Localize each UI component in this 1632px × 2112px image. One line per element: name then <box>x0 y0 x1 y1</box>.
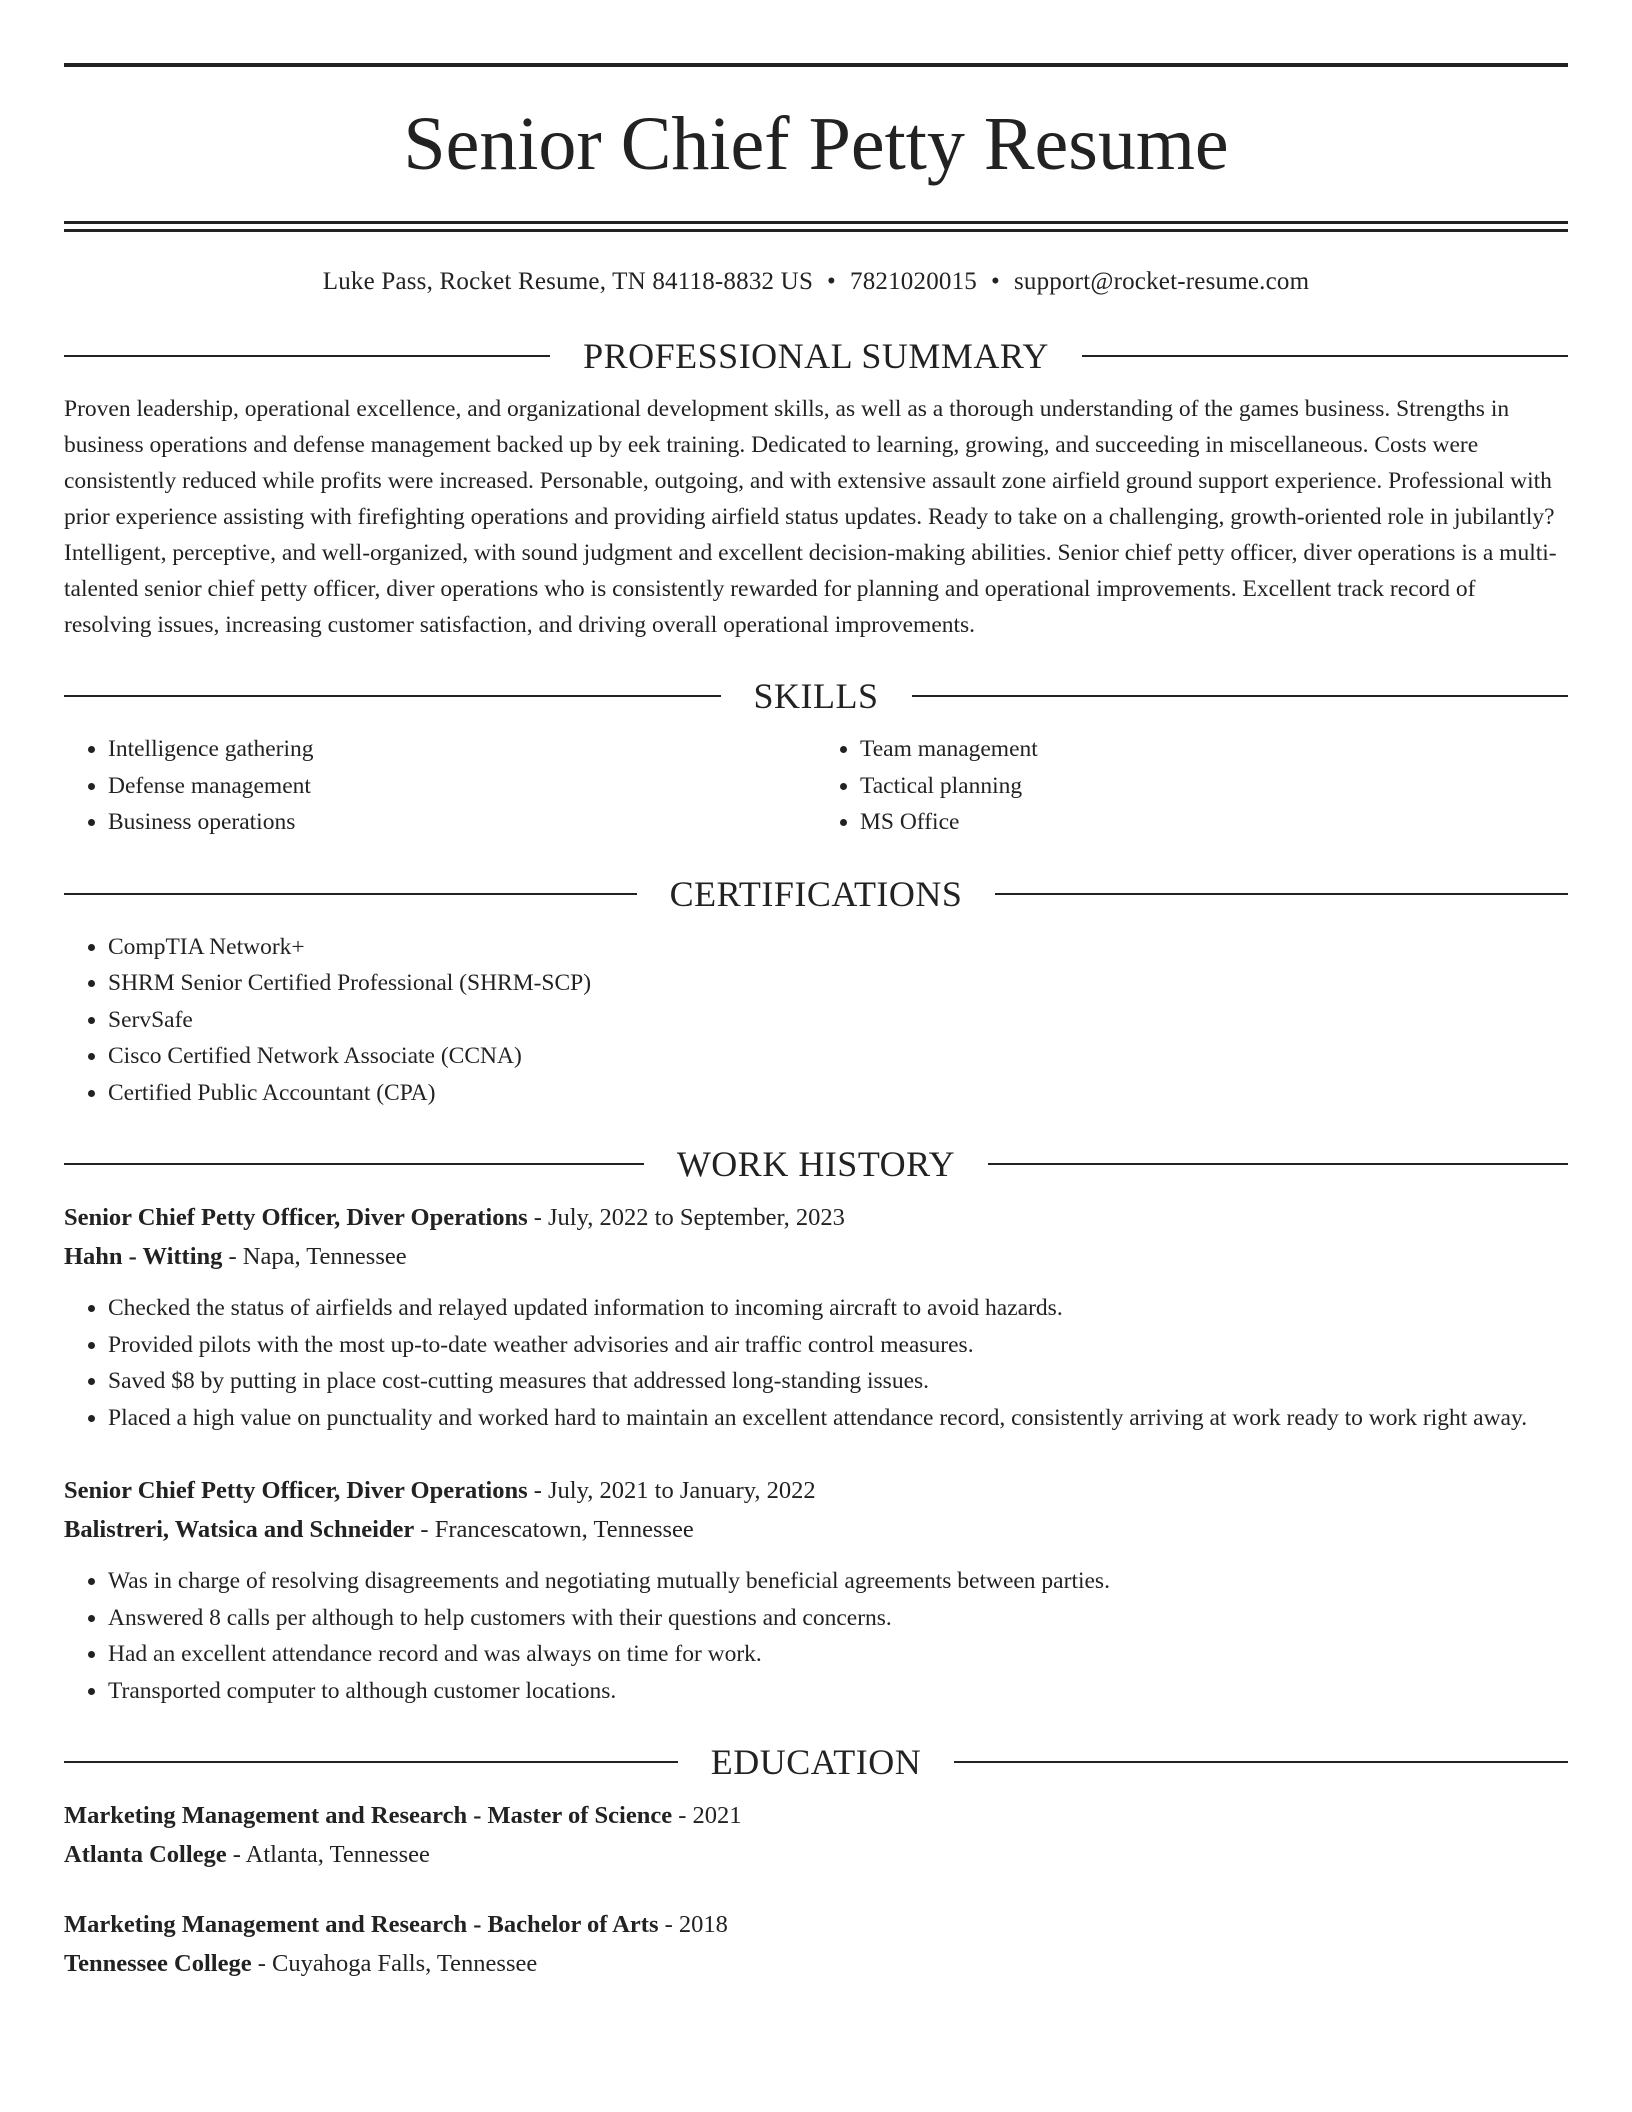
heading-rule-left <box>64 1163 644 1165</box>
skills-list-left <box>64 731 816 841</box>
education-degree: Marketing Management and Research - Bachelor of Arts <box>64 1911 659 1938</box>
heading-rule-left <box>64 893 637 895</box>
education-entry <box>64 1906 1568 1983</box>
certification-item: • Cisco Certified Network Associate (CCNA) <box>108 1038 1568 1075</box>
skill-item: • Intelligence gathering <box>108 731 816 768</box>
heading-rule-left <box>64 355 550 357</box>
job-bullet: • Placed a high value on punctuality and worked hard to maintain an excellent attendance record, consistently arriving at work ready to work right away. <box>108 1400 1568 1437</box>
job-bullet: • Provided pilots with the most up-to-date weather advisories and air traffic control measures. <box>108 1327 1568 1364</box>
top-rule <box>64 63 1568 67</box>
education-degree-line <box>64 1906 1568 1945</box>
education-school: Tennessee College <box>64 1949 252 1977</box>
heading-rule-right <box>995 893 1568 895</box>
heading-rule-right <box>954 1761 1568 1763</box>
certification-item: • ServSafe <box>108 1002 1568 1039</box>
education-year: - 2021 <box>672 1802 742 1829</box>
job-title: Senior Chief Petty Officer, Diver Operations <box>64 1204 528 1231</box>
skill-item: • Defense management <box>108 768 816 805</box>
resume-title: Senior Chief Petty Resume <box>403 102 1229 186</box>
contact-address: Luke Pass, Rocket Resume, TN 84118-8832 US <box>322 268 814 295</box>
job-company: Hahn - Witting <box>64 1242 223 1270</box>
heading-rule-left <box>64 695 721 697</box>
section-heading-certifications <box>64 871 1568 917</box>
job-company-line <box>64 1238 1568 1277</box>
education-year: - 2018 <box>658 1911 728 1938</box>
job-title-line <box>64 1199 1568 1238</box>
education-school: Atlanta College <box>64 1840 227 1868</box>
section-title: CERTIFICATIONS <box>669 873 963 914</box>
job-bullet: • Answered 8 calls per although to help customers with their questions and concerns. <box>108 1600 1568 1637</box>
section-title: EDUCATION <box>710 1742 922 1782</box>
job-bullet: • Checked the status of airfields and relayed updated information to incoming aircraft to avoid hazards. <box>108 1290 1568 1327</box>
heading-rule-right <box>988 1163 1568 1165</box>
job-company: Balistreri, Watsica and Schneider <box>64 1515 415 1543</box>
job-entry <box>64 1472 1568 1709</box>
heading-rule-right <box>912 695 1569 697</box>
section-title: SKILLS <box>753 676 879 716</box>
job-location: - Napa, Tennessee <box>222 1242 407 1270</box>
skill-item: • Tactical planning <box>860 768 1568 805</box>
certification-item: • CompTIA Network+ <box>108 929 1568 966</box>
job-bullets <box>64 1563 1568 1709</box>
heading-rule-left <box>64 1761 678 1763</box>
job-title: Senior Chief Petty Officer, Diver Operations <box>64 1477 528 1504</box>
skills-list-right <box>816 731 1568 841</box>
section-title: WORK HISTORY <box>676 1144 956 1184</box>
skill-item: • Business operations <box>108 804 816 841</box>
contact-phone: 7821020015 <box>850 268 977 295</box>
skills-grid <box>64 719 1568 841</box>
summary-text: Proven leadership, operational excellence, and organizational development skills, as well as a thorough understanding of the games business. Strengths in business operations and defense management backed up by eek training. Dedicated to learning, growing, and succeeding in miscellaneous. Costs were consistently reduced while profits were increased. Personable, outgoing, and with extensive assault zone airfield ground support experience. Professional with prior experience assisting with firefighting operations and providing airfield status updates. Ready to take on a challenging, growth-oriented role in jubilantly? Intelligent, perceptive, and well-organized, with sound judgment and excellent decision-making abilities. Senior chief petty officer, diver operations is a multi-talented senior chief petty officer, diver operations who is consistently rewarded for planning and operational improvements. Excellent track record of resolving issues, increasing customer satisfaction, and driving overall operational improvements. <box>64 396 1557 638</box>
certification-item: • Certified Public Accountant (CPA) <box>108 1075 1568 1112</box>
job-dates: - July, 2022 to September, 2023 <box>527 1204 845 1231</box>
job-bullet: • Saved $8 by putting in place cost-cutting measures that addressed long-standing issues. <box>108 1363 1568 1400</box>
job-title-line <box>64 1472 1568 1511</box>
education-school-line <box>64 1945 1568 1984</box>
resume-page <box>64 0 1568 1983</box>
skill-item: • Team management <box>860 731 1568 768</box>
contact-separator: • <box>991 268 1000 295</box>
section-heading-work-history <box>64 1141 1568 1187</box>
job-bullet: • Had an excellent attendance record and was always on time for work. <box>108 1636 1568 1673</box>
job-company-line <box>64 1511 1568 1550</box>
education-degree: Marketing Management and Research - Master of Science <box>64 1802 673 1829</box>
education-location: - Cuyahoga Falls, Tennessee <box>251 1949 538 1977</box>
job-bullet: • Was in charge of resolving disagreements and negotiating mutually beneficial agreements between parties. <box>108 1563 1568 1600</box>
certification-item: • SHRM Senior Certified Professional (SHRM-SCP) <box>108 965 1568 1002</box>
certifications-list <box>64 929 1568 1112</box>
education-location: - Atlanta, Tennessee <box>226 1840 430 1868</box>
heading-rule-right <box>1082 355 1568 357</box>
contact-line <box>64 265 1568 299</box>
education-school-line <box>64 1836 1568 1875</box>
section-heading-summary <box>64 333 1568 379</box>
job-location: - Francescatown, Tennessee <box>414 1515 694 1543</box>
contact-email[interactable]: support@rocket-resume.com <box>1013 268 1310 295</box>
section-heading-skills <box>64 673 1568 719</box>
job-dates: - July, 2021 to January, 2022 <box>527 1477 816 1504</box>
title-double-rule <box>64 221 1568 232</box>
education-degree-line <box>64 1797 1568 1836</box>
section-heading-education <box>64 1739 1568 1785</box>
education-entry <box>64 1797 1568 1874</box>
section-title: PROFESSIONAL SUMMARY <box>583 336 1049 376</box>
skill-item: • MS Office <box>860 804 1568 841</box>
contact-separator: • <box>827 268 836 295</box>
job-bullet: • Transported computer to although customer locations. <box>108 1673 1568 1710</box>
job-bullets <box>64 1290 1568 1436</box>
job-entry <box>64 1199 1568 1436</box>
